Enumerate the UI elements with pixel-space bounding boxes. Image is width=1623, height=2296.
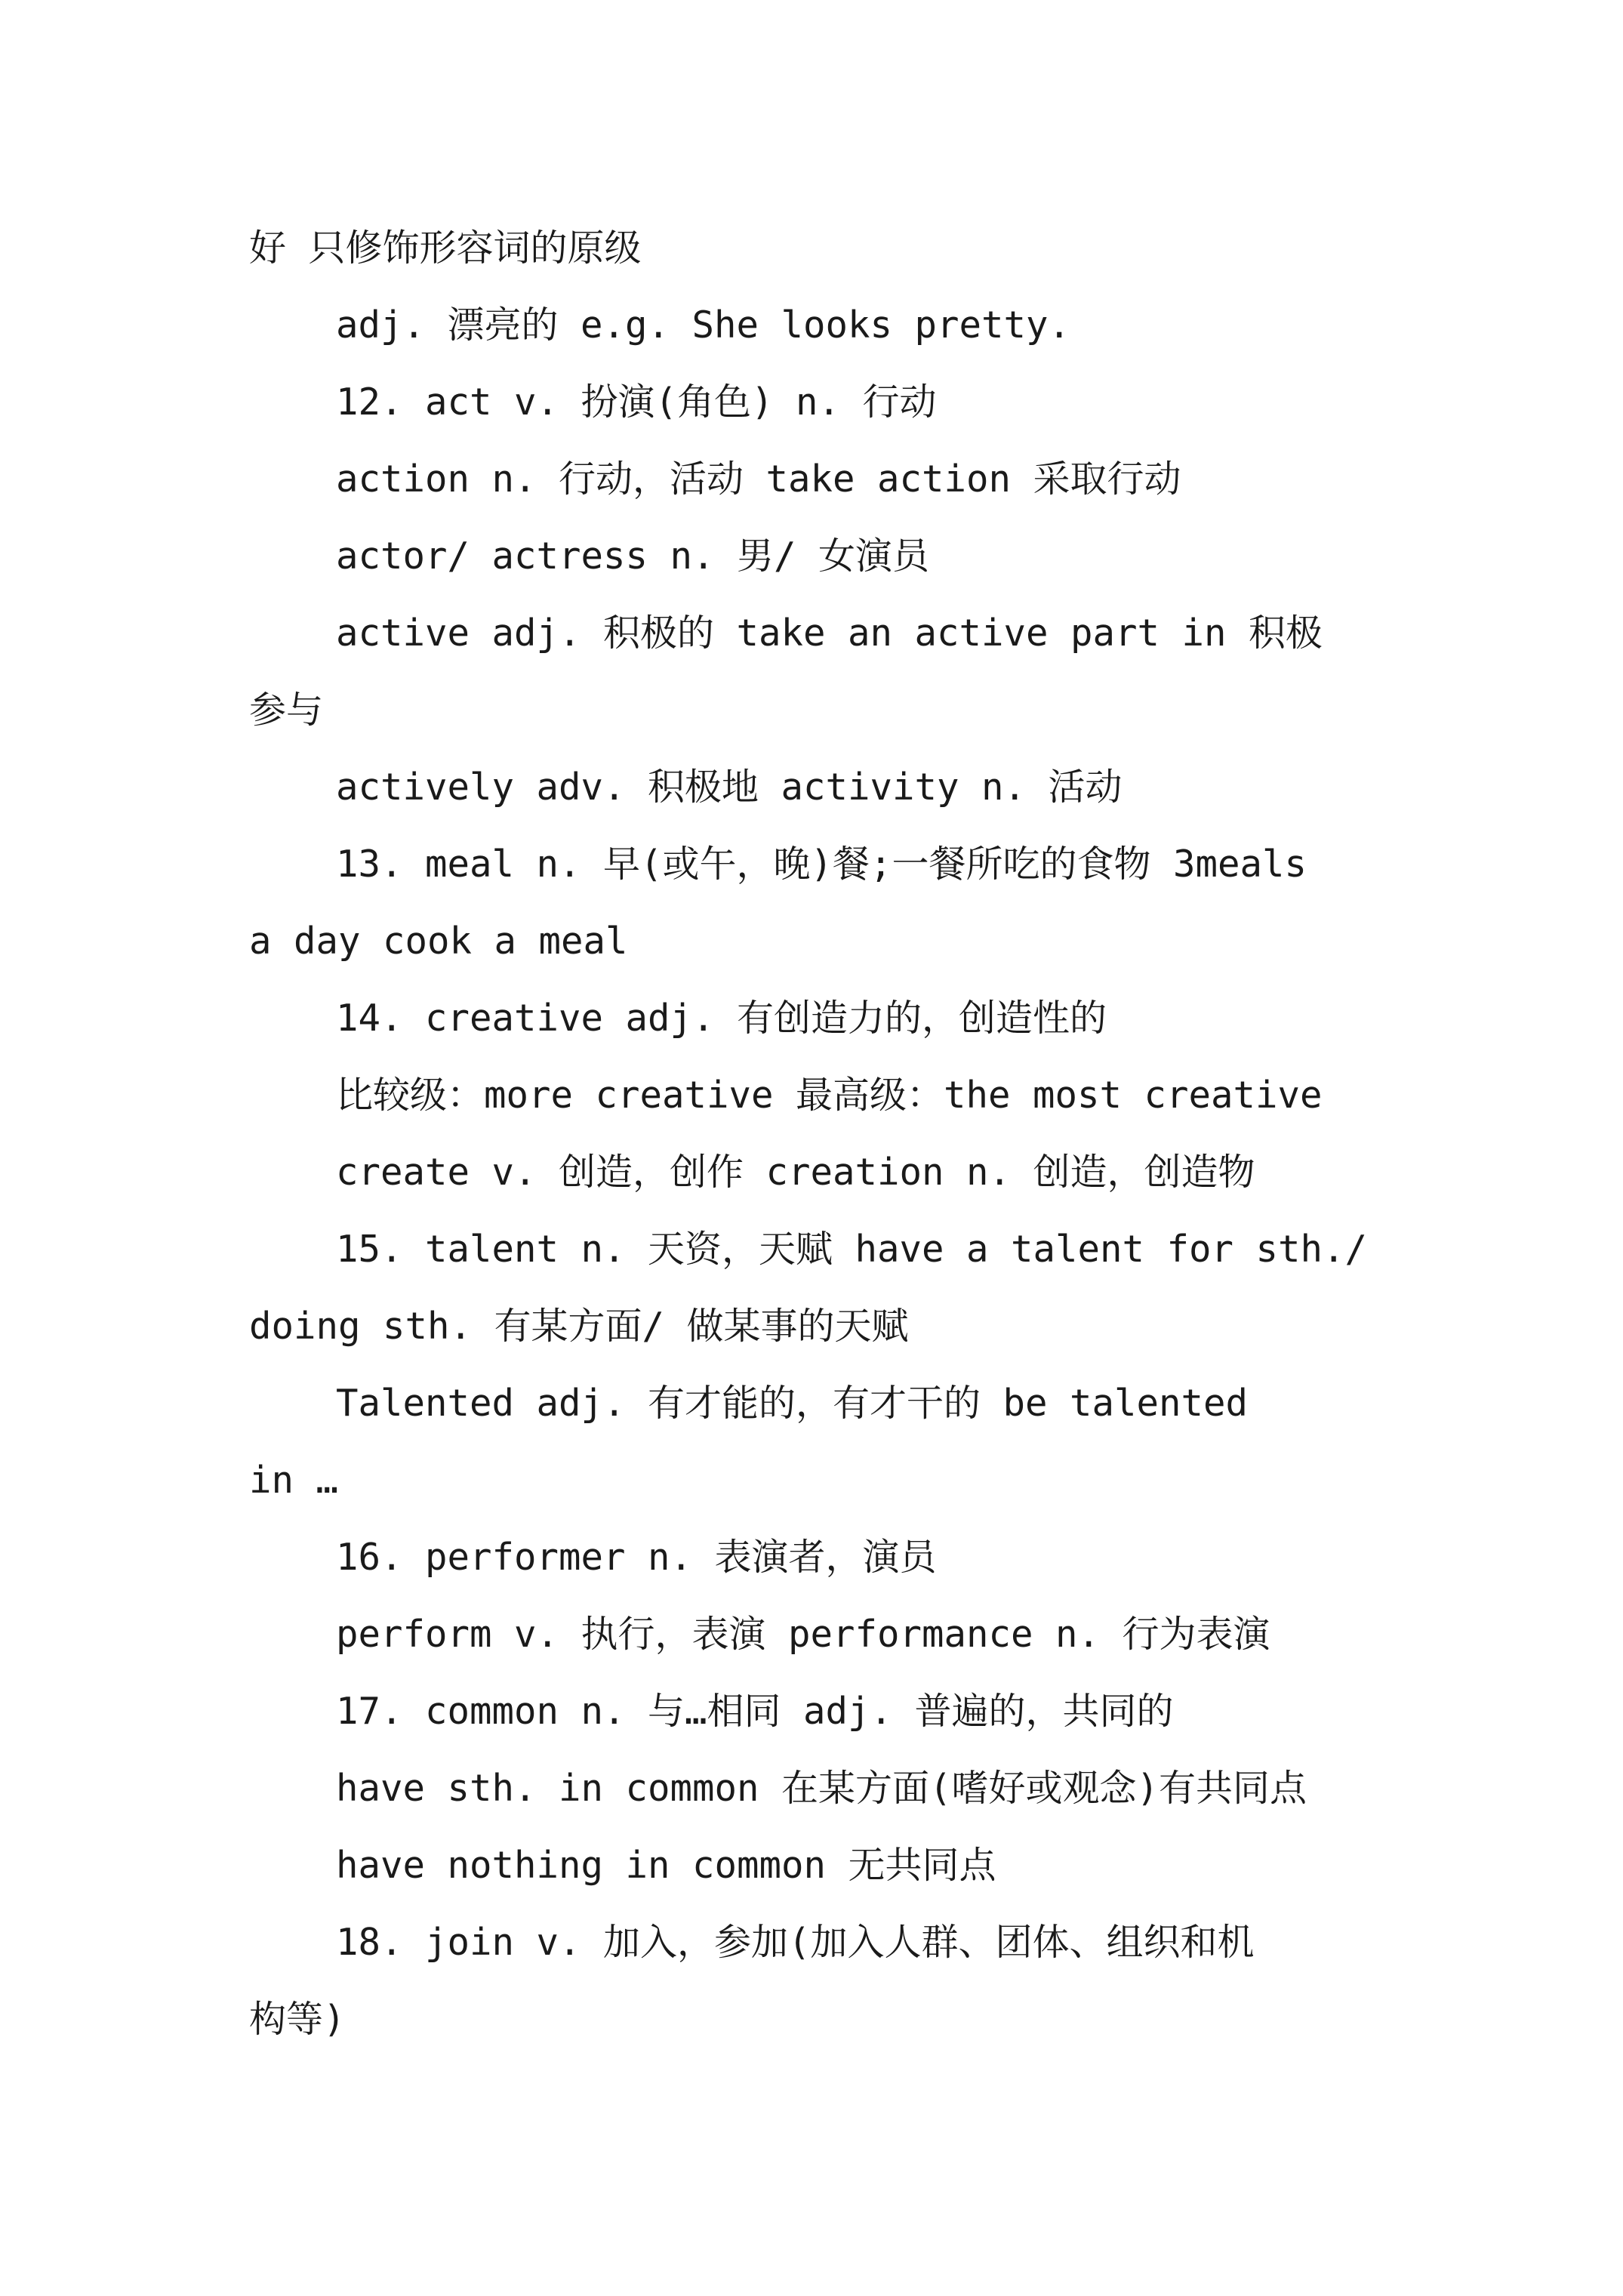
text-line: 好 只修饰形容词的原级 xyxy=(249,227,642,270)
text-line: create v. 创造，创作 creation n. 创造，创造物 xyxy=(336,1151,1255,1194)
text-line: action n. 行动，活动 take action 采取行动 xyxy=(336,458,1181,501)
text-line: doing sth. 有某方面/ 做某事的天赋 xyxy=(249,1305,909,1348)
text-line: perform v. 执行，表演 performance n. 行为表演 xyxy=(336,1613,1270,1656)
text-line: 13. meal n. 早(或午，晚)餐;一餐所吃的食物 3meals xyxy=(336,843,1307,886)
text-line: actively adv. 积极地 activity n. 活动 xyxy=(336,766,1123,809)
text-line: Talented adj. 有才能的，有才干的 be talented xyxy=(336,1382,1249,1425)
text-line: 16. performer n. 表演者，演员 xyxy=(336,1536,937,1579)
text-line: in … xyxy=(249,1459,339,1502)
text-line: 参与 xyxy=(249,689,324,732)
text-line: 12. act v. 扮演(角色) n. 行动 xyxy=(336,381,937,424)
document-body xyxy=(249,210,1381,2058)
text-line: 14. creative adj. 有创造力的，创造性的 xyxy=(336,997,1107,1040)
text-line: actor/ actress n. 男/ 女演员 xyxy=(336,535,930,578)
text-line: 比较级：more creative 最高级：the most creative xyxy=(336,1074,1323,1117)
text-line: a day cook a meal xyxy=(249,920,628,963)
text-line: adj. 漂亮的 e.g. She looks pretty. xyxy=(336,304,1071,347)
text-line: 18. join v. 加入，参加(加入人群、团体、组织和机 xyxy=(336,1921,1255,1964)
text-line: have nothing in common 无共同点 xyxy=(336,1844,996,1887)
text-line: 17. common n. 与…相同 adj. 普遍的，共同的 xyxy=(336,1690,1174,1733)
text-line: 15. talent n. 天资，天赋 have a talent for sth./ xyxy=(336,1228,1368,1271)
text-line: 构等) xyxy=(249,1998,346,2041)
text-line: active adj. 积极的 take an active part in 积极 xyxy=(336,612,1323,655)
text-line: have sth. in common 在某方面(嗜好或观念)有共同点 xyxy=(336,1767,1307,1810)
